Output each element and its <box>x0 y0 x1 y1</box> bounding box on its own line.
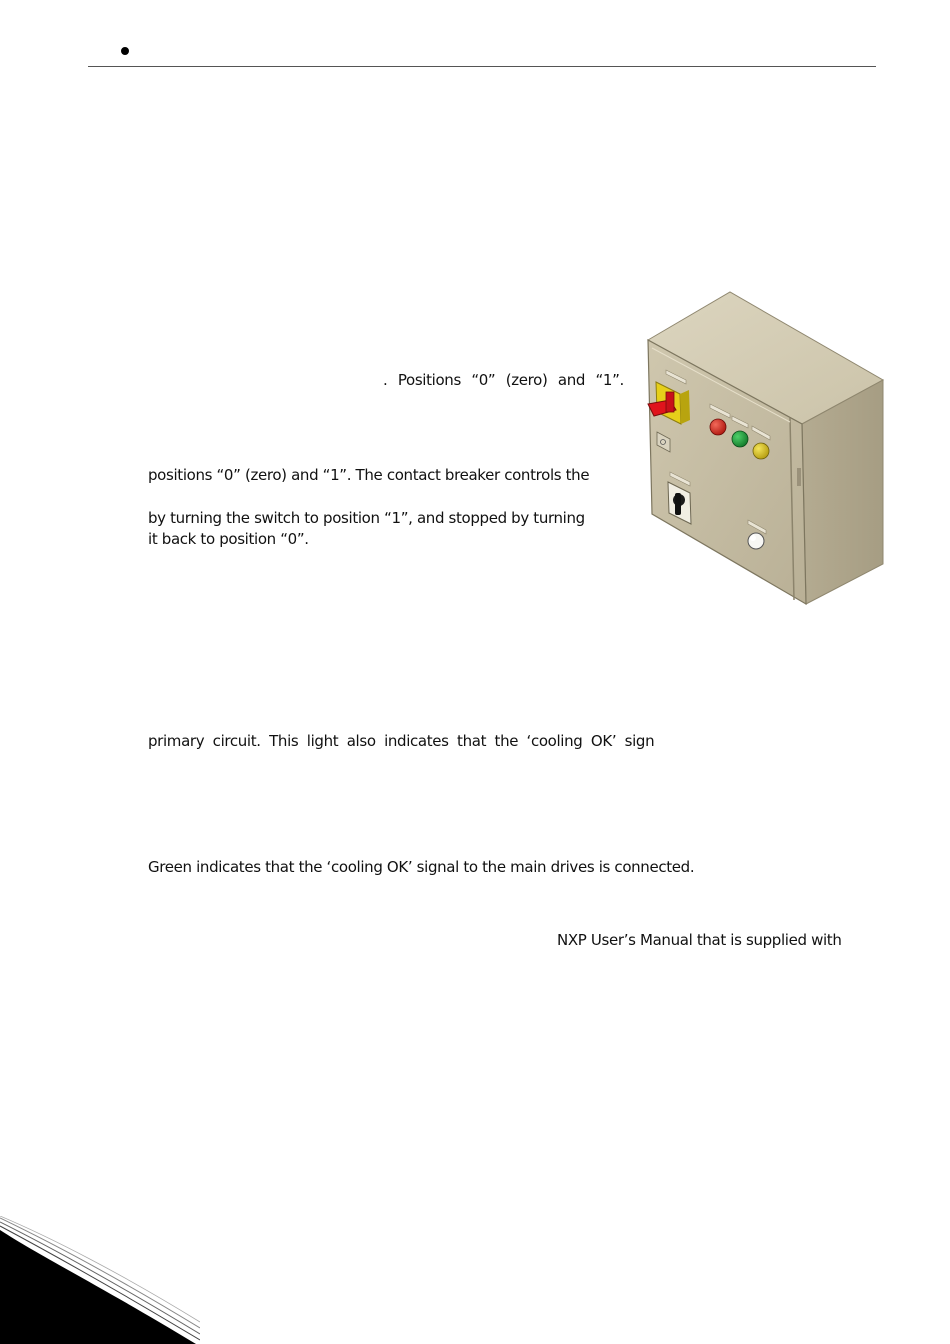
text-line-back-to-zero: it back to position “0”. <box>148 530 309 548</box>
text-line-manual: NXP User’s Manual that is supplied with <box>557 931 842 949</box>
selector-switch-knob <box>675 493 681 515</box>
red-indicator-light <box>710 419 726 435</box>
text-line-positions: . Positions “0” (zero) and “1”. <box>383 371 624 389</box>
white-push-button <box>748 533 764 549</box>
text-line-primary-circuit: primary circuit. This light also indicates that the ‘cooling OK’ sign <box>148 732 655 750</box>
text-line-green-indicates: Green indicates that the ‘cooling OK’ signal to the main drives is connected. <box>148 858 695 876</box>
header-bullet <box>121 47 129 55</box>
header-divider <box>88 66 876 67</box>
green-indicator-light <box>732 431 748 447</box>
brand-swoosh-icon <box>0 1216 200 1344</box>
text-line-contact-breaker: positions “0” (zero) and “1”. The contact breaker controls the <box>148 466 590 484</box>
text-line-turning-switch: by turning the switch to position “1”, and stopped by turning <box>148 509 585 527</box>
yellow-indicator-light <box>753 443 769 459</box>
control-cabinet-illustration <box>640 288 890 608</box>
